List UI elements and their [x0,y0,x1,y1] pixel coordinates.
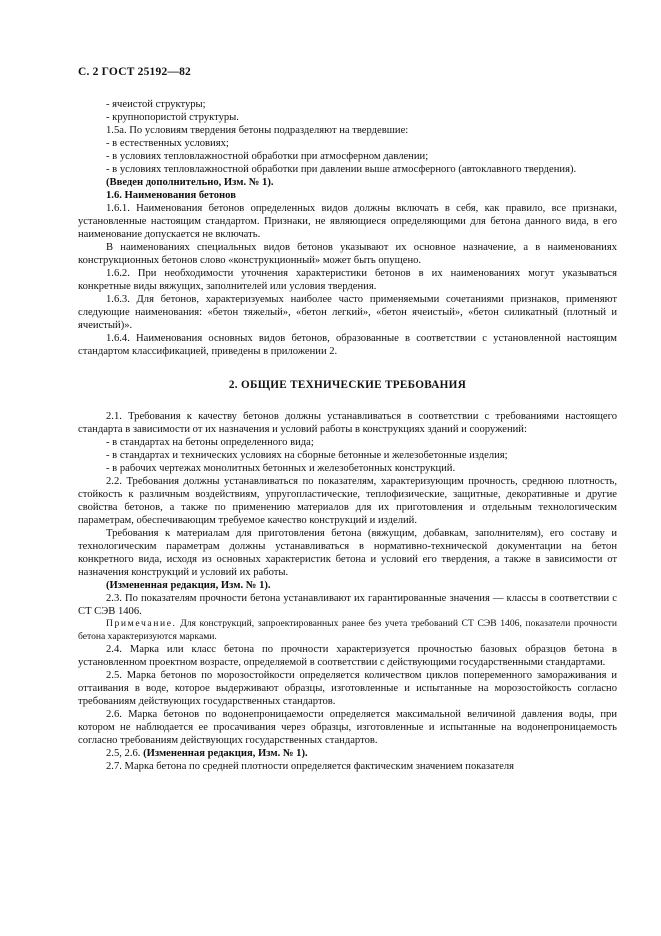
paragraph: 2.5. Марка бетонов по морозостойкости определяется количеством циклов попеременного замораживания и оттаивания в воде, которое выдерживают образцы, изготовленные и испытанные на морозостойкость согласно требованиям действующих государственных стандартов. [78,670,617,707]
list-item: - ячеистой структуры; [106,99,206,110]
bold-line: 1.6. Наименования бетонов [106,190,236,201]
paragraph: В наименованиях специальных видов бетонов указывают их основное назначение, а в наименованиях конструкционных бетонов слово «конструкционный» может быть опущено. [78,242,617,266]
paragraph: 1.6.4. Наименования основных видов бетонов, образованные в соответствии с установленной настоящим стандартом классификацией, приведены в приложении 2. [78,333,617,357]
paragraph: 2.6. Марка бетонов по водонепроницаемости определяется максимальной величиной давления воды, при котором не наблюдается ее просачивания через образцы, изготовленные и испытанные на водонепроницаемость согласно требованиям действующих государственных стандартов. [78,709,617,746]
paragraph: 1.6.2. При необходимости уточнения характеристики бетонов в их наименованиях могут указываться конкретные виды вяжущих, заполнителей или условия твердения. [78,268,617,292]
list-item: - в условиях тепловлажностной обработки при атмосферном давлении; [106,151,429,162]
revision-prefix: 2.5, 2.6. [106,748,141,759]
note [78,618,617,643]
document-body [78,98,617,773]
list-item: - в рабочих чертежах монолитных бетонных и железобетонных конструкций. [106,463,456,474]
paragraph: 2.2. Требования должны устанавливаться по показателям, характеризующим прочность, среднюю плотность, стойкость к различным воздействиям, упругопластические, теплофизические, защитные, декоративные и другие свойства бетонов, а также по применению материалов для их приготовления и отдельным технологическим параметрам, обеспечивающим требуемое качество конструкций и изделий. [78,476,617,526]
section-2-body [78,410,617,618]
bold-line: (Введен дополнительно, Изм. № 1). [106,177,274,188]
paragraph: 2.1. Требования к качеству бетонов должны устанавливаться в соответствии с требованиями настоящего стандарта в зависимости от их назначения и условий работы в конструкциях зданий и сооружений: [78,411,617,435]
paragraph: 2.7. Марка бетона по средней плотности определяется фактическим значением показателя [106,761,515,772]
revision-line [78,747,617,760]
list-item: - крупнопористой структуры. [106,112,239,123]
paragraph: 2.3. По показателям прочности бетона устанавливают их гарантированные значения — классы в соответствии с СТ СЭВ 1406. [78,593,617,617]
section-1-continuation [78,98,617,358]
list-item: - в естественных условиях; [106,138,229,149]
paragraph: 1.6.1. Наименования бетонов определенных видов должны включать в себя, как правило, все признаки, установленные настоящим стандартом. Признаки, не являющиеся определяющими для бетона данного вида, в его наименование допускается не включать. [78,203,617,240]
note-text: Для конструкций, запроектированных ранее без учета требований СТ СЭВ 1406, показатели прочности бетона характеризуются марками. [78,618,617,642]
note-label: Примечание. [106,618,177,629]
section-2-body-continued [78,643,617,773]
paragraph: 1.5а. По условиям твердения бетоны подразделяют на твердевшие: [106,125,409,136]
paragraph: Требования к материалам для приготовления бетона (вяжущим, добавкам, заполнителям), его составу и технологическим параметрам должны устанавливаться в нормативно-технической документации на бетон конкретного вида, исходя из основных характеристик бетона и условий его твердения, а также в зависимости от назначения конструкций и условий их работы. [78,528,617,578]
paragraph: 1.6.3. Для бетонов, характеризуемых наиболее часто применяемыми сочетаниями признаков, применяют следующие наименования: «бетон тяжелый», «бетон легкий», «бетон ячеистый», «бетон силикатный (плотный и ячеистый)». [78,294,617,331]
section-heading: 2. ОБЩИЕ ТЕХНИЧЕСКИЕ ТРЕБОВАНИЯ [228,379,467,391]
bold-line: (Измененная редакция, Изм. № 1). [106,580,271,591]
list-item: - в условиях тепловлажностной обработки при давлении выше атмосферного (автоклавного твердения). [106,164,577,175]
paragraph: 2.4. Марка или класс бетона по прочности характеризуется прочностью базовых образцов бетона в установленном проектном возрасте, определяемой в соответствии с действующими государственными стандартами. [78,644,617,668]
page-header: С. 2 ГОСТ 25192—82 [78,66,191,78]
list-item: - в стандартах и технических условиях на сборные бетонные и железобетонные изделия; [106,450,508,461]
revision-note: (Измененная редакция, Изм. № 1). [143,748,308,759]
list-item: - в стандартах на бетоны определенного вида; [106,437,314,448]
